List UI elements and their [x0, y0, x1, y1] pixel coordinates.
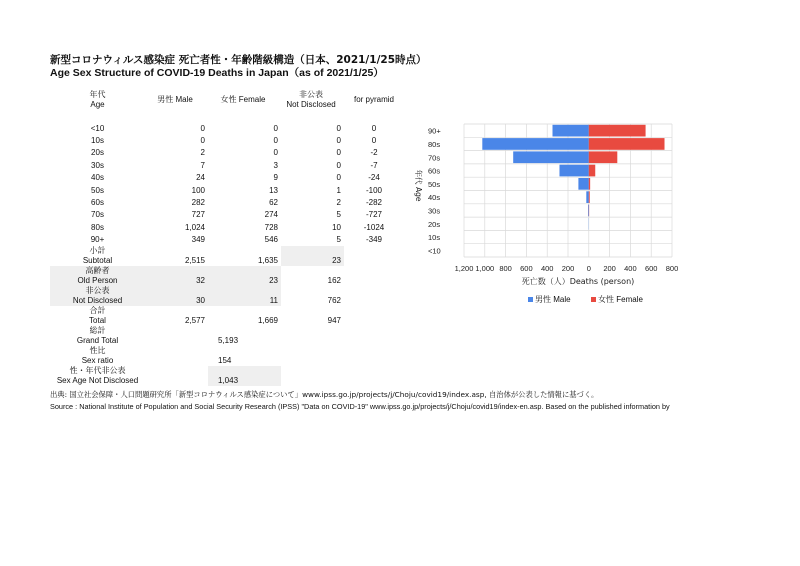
cell-male: 2 — [200, 148, 205, 158]
title-japanese: 新型コロナウィルス感染症 死亡者性・年齢階級構造（日本、2021/1/25時点） — [50, 54, 427, 66]
table-header-row — [50, 90, 404, 110]
cell-male: 0 — [200, 135, 205, 145]
total-nd: 947 — [327, 316, 341, 326]
grand-total-row — [50, 326, 404, 346]
cell-female: 3 — [273, 160, 278, 170]
footnote-english: Source : National Institute of Population and Social Security Research (IPSS) "Data on COVID-19" www.ipss.go.jp/projects/j/Choju/covid19/index-en.asp. Based on the published information by — [50, 402, 670, 411]
cell-male: 7 — [200, 160, 205, 170]
not-disclosed-female: 11 — [208, 286, 281, 306]
cell-age: 20s — [91, 148, 104, 158]
cell-male: 0 — [200, 123, 205, 133]
grand-total-value: 5,193 — [218, 336, 239, 346]
cell-nd: 1 — [336, 185, 341, 195]
x-tick-label: 1,200 — [454, 264, 474, 273]
x-tick-label: 400 — [624, 264, 637, 273]
subtotal-nd: 23 — [281, 246, 344, 266]
bar-male — [513, 151, 589, 163]
sex-age-nd-row — [50, 366, 404, 386]
cell-female: 0 — [273, 123, 278, 133]
header-female: 女性 Female — [220, 95, 266, 104]
cell-age: 60s — [91, 197, 104, 207]
cell-nd: 0 — [336, 160, 341, 170]
cell-pyramid: -7 — [370, 160, 378, 170]
table-row — [50, 234, 404, 246]
table-row — [50, 222, 404, 234]
not-disclosed-label: 非公表 Not Disclosed — [50, 286, 145, 306]
x-tick-label: 400 — [540, 264, 554, 273]
y-tick-label: 60s — [428, 166, 441, 176]
cell-male: 100 — [191, 185, 205, 195]
sex-age-nd-label: 性・年代非公表 Sex Age Not Disclosed — [56, 366, 139, 386]
x-tick-label: 600 — [644, 264, 658, 273]
header-nd-ja: 非公表 — [299, 90, 323, 99]
old-person-male: 32 — [145, 266, 208, 286]
data-table — [50, 90, 404, 386]
table-row — [50, 209, 404, 221]
table-row — [50, 135, 404, 147]
chart-legend — [528, 294, 643, 305]
cell-age: 70s — [91, 210, 104, 220]
bar-male — [586, 191, 588, 203]
x-axis-label: 死亡数（人）Deaths (person) — [521, 277, 635, 286]
old-person-row — [50, 266, 404, 286]
y-tick-label: 30s — [428, 206, 441, 216]
subtotal-label: 小計 Subtotal — [82, 246, 113, 266]
total-male: 2,577 — [184, 316, 205, 326]
x-tick-label: 200 — [561, 264, 575, 273]
y-tick-label: 80s — [428, 139, 441, 149]
y-tick-label: 10s — [428, 233, 441, 243]
cell-nd: 0 — [336, 135, 341, 145]
subtotal-row — [50, 246, 404, 266]
cell-nd: 2 — [336, 197, 341, 207]
header-male: 男性 Male — [157, 95, 193, 104]
not-disclosed-male: 30 — [145, 286, 208, 306]
table-row — [50, 197, 404, 209]
bar-female — [589, 138, 665, 150]
cell-age: 80s — [91, 222, 104, 232]
cell-nd: 0 — [336, 173, 341, 183]
cell-nd: 0 — [336, 123, 341, 133]
cell-age: <10 — [90, 123, 105, 133]
table-row — [50, 172, 404, 184]
subtotal-female: 1,635 — [257, 256, 278, 266]
cell-male: 727 — [191, 210, 205, 220]
legend-male-label: 男性 Male — [535, 295, 571, 304]
cell-male: 282 — [191, 197, 205, 207]
cell-pyramid: 0 — [371, 123, 377, 133]
grand-total-label: 総計 Grand Total — [76, 326, 119, 346]
y-tick-label: <10 — [428, 246, 441, 256]
total-label: 合計 Total — [89, 306, 106, 326]
x-tick-label: 800 — [499, 264, 512, 273]
bar-female — [589, 125, 646, 137]
cell-pyramid: 0 — [371, 135, 377, 145]
cell-pyramid: -24 — [368, 173, 380, 183]
cell-pyramid: -282 — [365, 197, 382, 207]
cell-age: 10s — [91, 135, 104, 145]
cell-nd: 10 — [332, 222, 341, 232]
table-row — [50, 160, 404, 172]
cell-pyramid: -100 — [365, 185, 382, 195]
total-female: 1,669 — [257, 316, 278, 326]
x-tick-label: 600 — [520, 264, 533, 273]
legend-female-label: 女性 Female — [598, 295, 643, 304]
cell-female: 728 — [264, 222, 278, 232]
pyramid-chart — [400, 118, 690, 293]
cell-female: 62 — [269, 197, 278, 207]
cell-female: 13 — [269, 185, 278, 195]
bar-female — [589, 151, 617, 163]
old-person-nd: 162 — [327, 276, 341, 286]
subtotal-male: 2,515 — [184, 256, 205, 266]
y-tick-label: 40s — [428, 193, 441, 203]
cell-female: 9 — [273, 173, 278, 183]
y-axis-label: 年代 Age — [414, 169, 423, 202]
sex-age-nd-value: 1,043 — [208, 366, 281, 386]
bar-female — [589, 178, 590, 190]
bar-male — [553, 125, 589, 137]
cell-male: 24 — [196, 173, 205, 183]
header-nd-en: Not Disclosed — [286, 100, 336, 109]
table-row — [50, 122, 404, 134]
cell-female: 546 — [264, 235, 278, 245]
y-tick-label: 50s — [428, 179, 441, 189]
old-person-label: 高齢者 Old Person — [50, 266, 145, 286]
legend-female-swatch — [591, 297, 596, 302]
cell-male: 1,024 — [184, 222, 205, 232]
bar-male — [482, 138, 588, 150]
cell-pyramid: -1024 — [363, 222, 385, 232]
cell-age: 90+ — [90, 235, 105, 245]
bar-male — [588, 205, 589, 217]
total-row — [50, 306, 404, 326]
cell-male: 349 — [191, 235, 205, 245]
cell-age: 40s — [91, 173, 104, 183]
cell-age: 30s — [91, 160, 104, 170]
header-age — [50, 90, 145, 110]
not-disclosed-row — [50, 286, 404, 306]
header-age-ja: 年代 — [89, 90, 106, 99]
cell-female: 0 — [273, 148, 278, 158]
cell-female: 274 — [264, 210, 278, 220]
table-row — [50, 184, 404, 196]
bar-female — [589, 165, 595, 177]
cell-nd: 0 — [336, 148, 341, 158]
header-age-en: Age — [90, 100, 105, 109]
header-pyramid: for pyramid — [353, 95, 394, 104]
legend-male-swatch — [528, 297, 533, 302]
x-tick-label: 800 — [665, 264, 679, 273]
x-tick-label: 0 — [586, 264, 591, 273]
cell-pyramid: -727 — [365, 210, 382, 220]
x-tick-label: 200 — [603, 264, 616, 273]
cell-pyramid: -349 — [365, 235, 382, 245]
cell-pyramid: -2 — [370, 148, 378, 158]
cell-nd: 5 — [336, 235, 341, 245]
not-disclosed-nd: 762 — [327, 296, 341, 306]
title-english: Age Sex Structure of COVID-19 Deaths in Japan（as of 2021/1/25） — [50, 67, 384, 79]
sex-ratio-row — [50, 346, 404, 366]
cell-female: 0 — [273, 135, 278, 145]
header-not-disclosed — [281, 90, 344, 110]
cell-age: 50s — [91, 185, 104, 195]
bar-male — [578, 178, 588, 190]
table-row — [50, 147, 404, 159]
bar-male — [559, 165, 588, 177]
y-tick-label: 20s — [428, 219, 441, 229]
cell-nd: 5 — [336, 210, 341, 220]
old-person-female: 23 — [208, 266, 281, 286]
sex-ratio-label: 性比 Sex ratio — [81, 346, 114, 366]
y-tick-label: 70s — [428, 153, 441, 163]
x-tick-label: 1,000 — [475, 264, 495, 273]
footnote-japanese: 出典: 国立社会保障・人口問題研究所「新型コロナウィルス感染症について」www.ipss.go.jp/projects/j/Choju/covid19/index.asp, 自治体が公表した情報に基づく。 — [50, 390, 599, 399]
bar-female — [589, 191, 590, 203]
y-tick-label: 90+ — [428, 126, 441, 136]
sex-ratio-value: 154 — [218, 356, 232, 366]
